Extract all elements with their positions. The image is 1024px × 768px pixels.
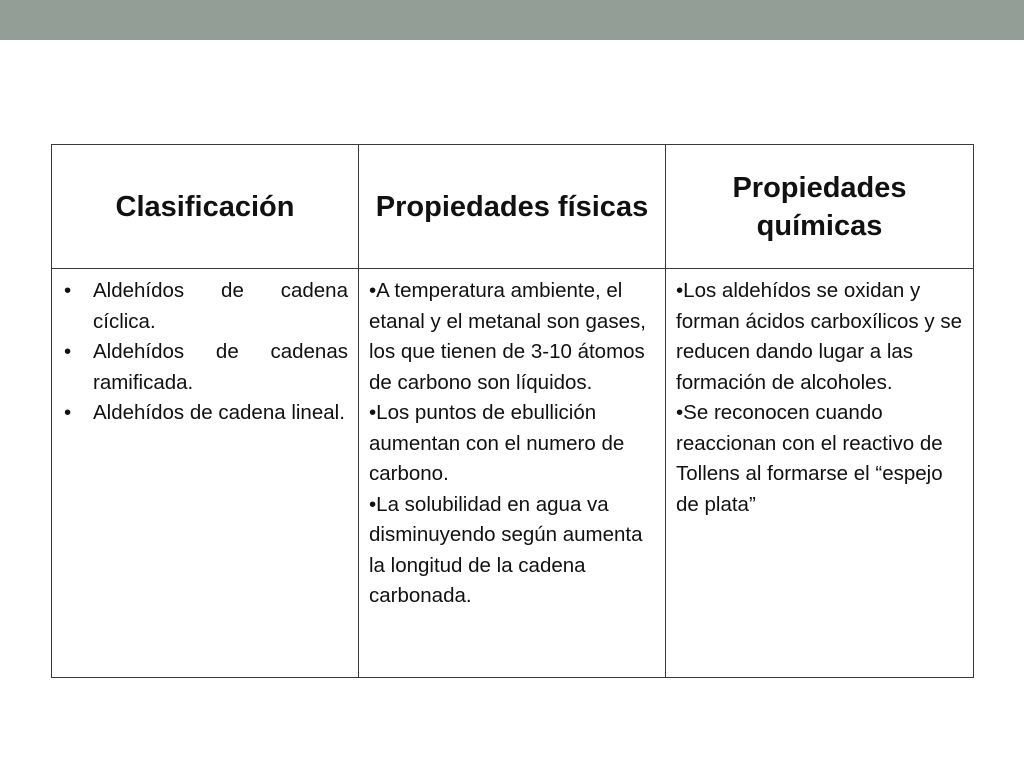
classification-cell (52, 269, 359, 678)
header-clasificacion: Clasificación (52, 145, 359, 269)
classification-item-text: Aldehídos de cadena lineal. (93, 401, 345, 424)
bullet-icon: • (64, 279, 72, 302)
aldehydes-table (51, 144, 974, 678)
bullet-icon: • (64, 340, 72, 363)
header-propiedades-quimicas: Propiedades químicas (666, 145, 974, 269)
chemical-property-text: •Se reconocen cuando reaccionan con el reactivo de Tollens al formarse el “espejo de plata” (676, 401, 943, 516)
chemical-properties-cell (666, 269, 974, 678)
table-header-row (52, 145, 974, 269)
physical-property-text: •A temperatura ambiente, el etanal y el metanal son gases, los que tienen de 3-10 átomos de carbono son líquidos. (369, 279, 646, 394)
table-row (52, 269, 974, 678)
classification-list (62, 276, 348, 429)
list-item (62, 337, 348, 398)
header-propiedades-fisicas: Propiedades físicas (359, 145, 666, 269)
top-accent-bar (0, 0, 1024, 40)
bullet-icon: • (64, 401, 72, 424)
chemical-property-text: •Los aldehídos se oxidan y forman ácidos carboxílicos y se reducen dando lugar a las formación de alcoholes. (676, 279, 962, 394)
physical-property-text: •La solubilidad en agua va disminuyendo según aumenta la longitud de la cadena carbonada. (369, 492, 643, 607)
list-item (62, 276, 348, 337)
classification-item-text: Aldehídos de cadenas ramificada. (93, 340, 348, 394)
physical-property-text: •Los puntos de ebullición aumentan con el numero de carbono. (369, 401, 625, 485)
list-item (62, 398, 348, 429)
physical-properties-cell (359, 269, 666, 678)
classification-item-text: Aldehídos de cadena cíclica. (93, 279, 348, 333)
